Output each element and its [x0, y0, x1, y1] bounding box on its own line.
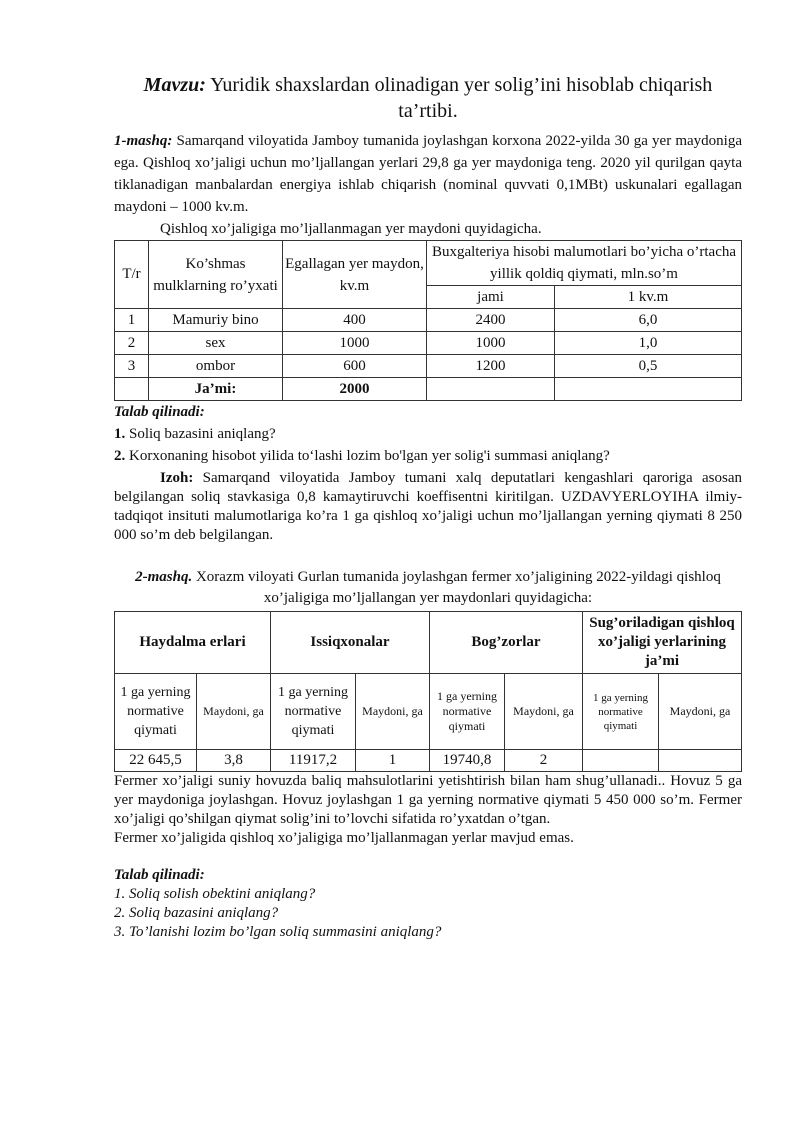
cell-value: 2: [505, 750, 583, 772]
cell-area: 400: [283, 309, 427, 332]
title-label: Mavzu:: [143, 74, 206, 96]
group-arable-land: Haydalma erlari: [115, 612, 271, 674]
cell-per-sqm: 1,0: [555, 332, 742, 355]
exercise-2-text-1: Fermer xo’jaligi suniy hovuzda baliq mahsulotlarini yetishtirish bilan ham shug’ullanadi.. Hovuz 5 ga yer maydoniga joylashgan. Hovuz joylashgan 1 ga yerning normative qiymati 5 450 000 so’m. Fermer xo’jaligi qo’shilgan qiymat solig’ini to’lovchi sifatida ro’yxatdan o’tgan.: [114, 773, 742, 827]
cell-value: 1: [356, 750, 430, 772]
cell-value: [583, 750, 659, 772]
cell-number: 2: [115, 332, 149, 355]
sub-area: Maydoni, ga: [356, 674, 430, 750]
header-residual-value: Buxgalteriya hisobi malumotlari bo’yicha o’rtacha yillik qoldiq qiymati, mln.so’m: [427, 241, 742, 286]
cell-empty: [427, 378, 555, 401]
table-row: [115, 309, 742, 332]
cell-sum-label: Ja’mi:: [149, 378, 283, 401]
table-row: [115, 750, 742, 772]
header-total: jami: [427, 286, 555, 309]
exercise-2-required-label: Talab qilinadi:: [114, 867, 205, 883]
group-greenhouses: Issiqxonalar: [271, 612, 430, 674]
sub-normative-value: 1 ga yerning normative qiymati: [430, 674, 505, 750]
group-irrigated-total: Sug’oriladigan qishloq xo’jaligi yerlarining ja’mi: [583, 612, 742, 674]
group-orchards: Bog’zorlar: [430, 612, 583, 674]
exercise-2-table: [114, 611, 742, 772]
exercise-1-required-label: Talab qilinadi:: [114, 404, 205, 420]
cell-value: 3,8: [197, 750, 271, 772]
sub-normative-value: 1 ga yerning normative qiymati: [115, 674, 197, 750]
cell-name: sex: [149, 332, 283, 355]
exercise-1-note: [114, 469, 742, 545]
cell-name: Mamuriy bino: [149, 309, 283, 332]
header-tr: T/r: [115, 241, 149, 309]
exercise-1-table-caption: Qishloq xo’jaligiga mo’ljallanmagan yer maydoni quyidagicha.: [160, 221, 542, 237]
title-text: Yuridik shaxslardan olinadigan yer solig’ini hisoblab chiqarish ta’rtibi.: [210, 74, 713, 122]
cell-total: 1000: [427, 332, 555, 355]
exercise-1-text: Samarqand viloyatida Jamboy tumanida joylashgan korxona 2022-yilda 30 ga yer maydoniga ega. Qishloq xo’jaligi uchun mo’ljallangan yerlari 29,8 ga yer maydoniga teng. 2020 yil qurilgan qayta tiklanadigan manbalardan energiya ishlab chiqarish (nominal quvvati 0,1MBt) uskunalari egallagan maydoni – 1000 kv.m.: [114, 133, 742, 215]
cell-number: 3: [115, 355, 149, 378]
sub-normative-value: 1 ga yerning normative qiymati: [271, 674, 356, 750]
exercise-1-task: [114, 423, 742, 445]
header-area: Egallagan yer maydon, kv.m: [283, 241, 427, 309]
exercise-2-text-2: Fermer xo’jaligida qishloq xo’jaligiga mo’ljallanmagan yerlar mavjud emas.: [114, 830, 574, 846]
cell-empty: [115, 378, 149, 401]
exercise-2-label: 2-mashq.: [135, 569, 193, 585]
exercise-2-text: Xorazm viloyati Gurlan tumanida joylashgan fermer xo’jaligining 2022-yildagi qishloq xo’jaligiga mo’ljallangan yer maydonlari quyidagicha:: [195, 569, 721, 606]
task-text: Korxonaning hisobot yilida to‘lashi lozim bo'lgan yer solig'i summasi aniqlang?: [129, 448, 610, 464]
exercise-1-task: [114, 445, 742, 467]
document-page: [114, 72, 742, 942]
task-text: Soliq bazasini aniqlang?: [129, 426, 276, 442]
cell-total: 2400: [427, 309, 555, 332]
cell-value: [659, 750, 742, 772]
sub-normative-value: 1 ga yerning normative qiymati: [583, 674, 659, 750]
exercise-2-task: 2. Soliq bazasini aniqlang?: [114, 905, 279, 921]
cell-area: 600: [283, 355, 427, 378]
cell-per-sqm: 0,5: [555, 355, 742, 378]
exercise-1-label: 1-mashq:: [114, 133, 173, 149]
table-row: [115, 332, 742, 355]
cell-name: ombor: [149, 355, 283, 378]
cell-empty: [555, 378, 742, 401]
cell-number: 1: [115, 309, 149, 332]
page-title: [114, 72, 742, 124]
cell-value: 19740,8: [430, 750, 505, 772]
sub-area: Maydoni, ga: [197, 674, 271, 750]
exercise-2-task: 3. To’lanishi lozim bo’lgan soliq summasini aniqlang?: [114, 924, 442, 940]
cell-area: 1000: [283, 332, 427, 355]
task-number: 2.: [114, 448, 126, 464]
exercise-2-task: 1. Soliq solish obektini aniqlang?: [114, 886, 316, 902]
header-per-sqm: 1 kv.m: [555, 286, 742, 309]
table-row: [115, 355, 742, 378]
cell-total: 1200: [427, 355, 555, 378]
task-number: 1.: [114, 426, 126, 442]
sub-area: Maydoni, ga: [505, 674, 583, 750]
exercise-1-table: [114, 240, 742, 401]
exercise-1-intro: [114, 130, 742, 218]
header-property-list: Ko’shmas mulklarning ro’yxati: [149, 241, 283, 309]
exercise-2-intro: [114, 567, 742, 609]
table-sum-row: [115, 378, 742, 401]
cell-per-sqm: 6,0: [555, 309, 742, 332]
cell-value: 22 645,5: [115, 750, 197, 772]
sub-area: Maydoni, ga: [659, 674, 742, 750]
note-label: Izoh:: [160, 470, 194, 486]
cell-value: 11917,2: [271, 750, 356, 772]
cell-sum-area: 2000: [283, 378, 427, 401]
note-text: Samarqand viloyatida Jamboy tumani xalq deputatlari kengashlari qaroriga asosan belgilangan soliq stavkasiga 0,8 kamaytiruvchi koeffisentni kiritilgan. UZDAVYERLOYIHA ilmiy-tadqiqot insituti malumotlariga ko’ra 1 ga qishloq xo’jaligi uchun mo’ljallangan yerning qiymati 8 250 000 so’m deb belgilangan.: [114, 470, 742, 543]
